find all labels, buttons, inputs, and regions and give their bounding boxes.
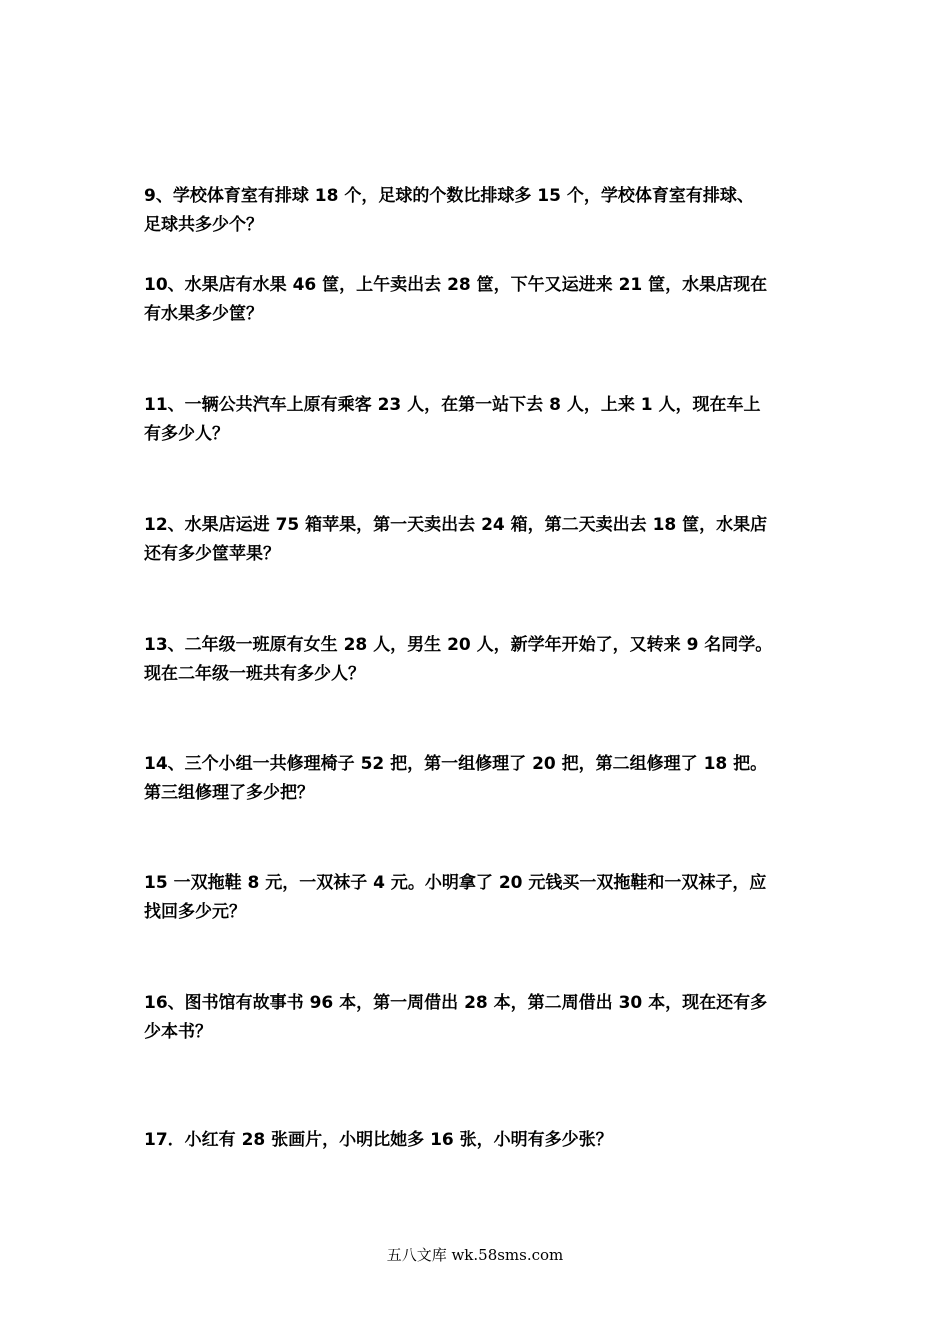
problem-13 [144,631,824,689]
problem-line: 11、一辆公共汽车上原有乘客 23 人，在第一站下去 8 人，上来 1 人，现在车上 [144,395,761,415]
page-footer: 五八文库 wk.58sms.com [386,1246,564,1264]
problem-line: 14、三个小组一共修理椅子 52 把，第一组修理了 20 把，第二组修理了 18 把。 [144,754,768,774]
problem-line: 足球共多少个？ [144,215,263,235]
problem-14 [144,750,824,808]
problem-line: 少本书？ [144,1022,212,1042]
problem-10 [144,271,824,329]
problem-line: 有多少人？ [144,424,229,444]
problem-line: 9、学校体育室有排球 18 个，足球的个数比排球多 15 个，学校体育室有排球、 [144,186,754,206]
problem-line: 找回多少元？ [144,902,246,922]
problem-line: 第三组修理了多少把？ [144,783,314,803]
problem-16 [144,989,824,1047]
problem-line: 17．小红有 28 张画片，小明比她多 16 张，小明有多少张？ [144,1130,613,1150]
problem-12 [144,511,824,569]
problem-line: 16、图书馆有故事书 96 本，第一周借出 28 本，第二周借出 30 本，现在还有多 [144,993,768,1013]
problem-11 [144,391,824,449]
problem-line: 15 一双拖鞋 8 元，一双袜子 4 元。小明拿了 20 元钱买一双拖鞋和一双袜子，应 [144,873,767,893]
problem-line: 有水果多少筐？ [144,304,263,324]
problem-line: 12、水果店运进 75 箱苹果，第一天卖出去 24 箱，第二天卖出去 18 筐，水果店 [144,515,768,535]
problem-line: 10、水果店有水果 46 筐，上午卖出去 28 筐，下午又运进来 21 筐，水果店现在 [144,275,768,295]
problem-line: 13、二年级一班原有女生 28 人，男生 20 人，新学年开始了，又转来 9 名同学。 [144,635,773,655]
problem-line: 现在二年级一班共有多少人？ [144,664,365,684]
problem-17 [144,1126,824,1155]
problem-9 [144,182,824,240]
problem-line: 还有多少筐苹果？ [144,544,280,564]
problem-15 [144,869,824,927]
